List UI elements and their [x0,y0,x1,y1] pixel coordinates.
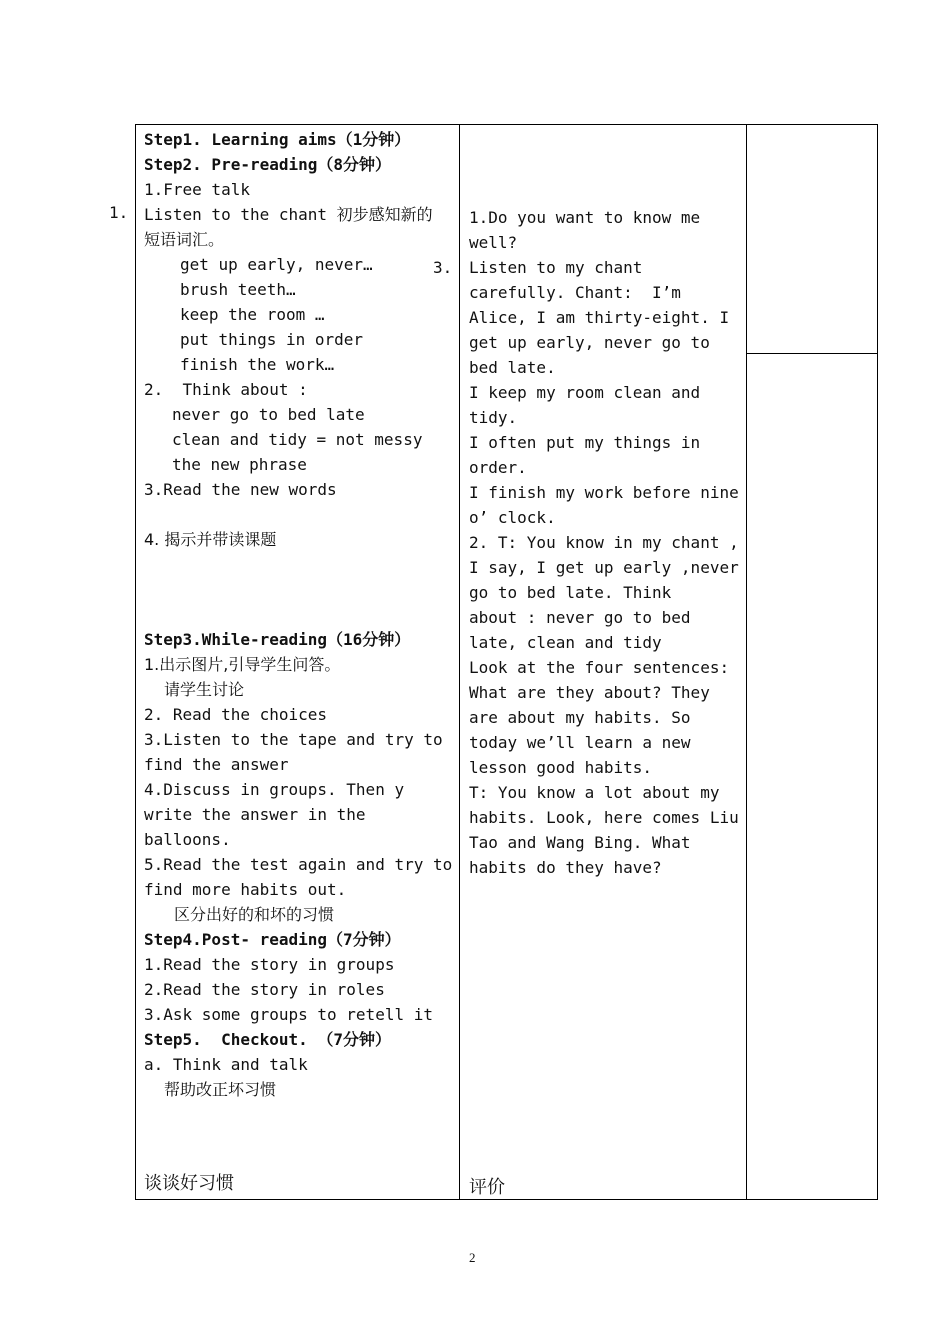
mid-line: habits. Look, here comes Liu [469,808,739,827]
step3-heading: Step3.While-reading（16分钟） [144,630,411,649]
mid-line: I finish my work before nine [469,483,739,502]
left-line: 3.Listen to the tape and try to [144,730,443,749]
mid-line: about : never go to bed [469,608,691,627]
mid-line: I say, I get up early ,never [469,558,739,577]
mid-line: are about my habits. So [469,708,691,727]
left-line: Listen to the chant 初步感知新的 [144,205,433,224]
step5-heading: Step5. Checkout. （7分钟） [144,1030,392,1049]
column-divider-1 [459,125,460,1199]
left-line: balloons. [144,830,231,849]
mid-line: late, clean and tidy [469,633,662,652]
list-marker-left: 1. [109,203,129,222]
evaluation-label: 评价 [469,1177,505,1198]
mid-line: habits do they have? [469,858,662,877]
left-line: 3.Read the new words [144,480,337,499]
mid-line: T: You know a lot about my [469,783,720,802]
left-line: 1.Read the story in groups [144,955,395,974]
left-line: find the answer [144,755,289,774]
step1-heading: Step1. Learning aims（1分钟） [144,130,411,149]
talk-good-habits-label: 谈谈好习惯 [144,1173,234,1194]
mid-line: today we’ll learn a new [469,733,691,752]
mid-line: I often put my things in [469,433,701,452]
mid-line: lesson good habits. [469,758,653,777]
mid-line: Listen to my chant [469,258,643,277]
right-cell-divider [746,353,877,354]
mid-line: I keep my room clean and [469,383,701,402]
left-line: 5.Read the test again and try to [144,855,453,874]
teaching-steps-column [144,127,456,1102]
mid-line: Alice, I am thirty-eight. I [469,308,730,327]
teacher-activity-column [469,205,744,880]
phrase-line: finish the work… [180,355,335,374]
phrase-line: clean and tidy = not messy [172,430,423,449]
left-line: 2. Read the choices [144,705,328,724]
phrase-line: never go to bed late [172,405,365,424]
mid-line: get up early, never go to [469,333,710,352]
phrase-line: brush teeth… [180,280,296,299]
left-line: 3.Ask some groups to retell it [144,1005,433,1024]
mid-line: go to bed late. Think [469,583,672,602]
page-number: 2 [469,1250,476,1265]
left-line: 1.出示图片,引导学生问答。 [144,655,341,674]
mid-line: carefully. Chant: I’m [469,283,681,302]
left-line: write the answer in the [144,805,366,824]
list-marker-mid: 3. [433,258,453,277]
mid-line: bed late. [469,358,556,377]
phrase-line: get up early, never… [180,255,373,274]
phrase-line: keep the room … [180,305,325,324]
left-line: find more habits out. [144,880,347,899]
phrase-line: put things in order [180,330,364,349]
mid-line: What are they about? They [469,683,710,702]
mid-line: Look at the four sentences: [469,658,730,677]
mid-line: order. [469,458,527,477]
left-line: 区分出好的和坏的习惯 [174,905,335,924]
left-line: 1.Free talk [144,180,250,199]
phrase-line: the new phrase [172,455,307,474]
left-line: a. Think and talk [144,1055,308,1074]
left-line [144,552,456,577]
left-line: 4. 揭示并带读课题 [144,530,277,549]
left-line [144,602,456,627]
left-line: 2. Think about : [144,380,308,399]
mid-line: 1.Do you want to know me [469,208,701,227]
step2-heading: Step2. Pre-reading（8分钟） [144,155,392,174]
left-line: 短语词汇。 [144,230,225,249]
mid-line: well? [469,233,518,252]
column-divider-2 [746,125,747,1199]
mid-line: o’ clock. [469,508,556,527]
left-line: 帮助改正坏习惯 [164,1080,277,1099]
step4-heading: Step4.Post- reading（7分钟） [144,930,401,949]
left-line: 2.Read the story in roles [144,980,385,999]
mid-line: tidy. [469,408,518,427]
left-line: 4.Discuss in groups. Then y [144,780,405,799]
left-line: 请学生讨论 [164,680,245,699]
mid-line: 2. T: You know in my chant , [469,533,739,552]
lesson-plan-table [135,124,878,1200]
left-line [144,502,456,527]
left-line [144,577,456,602]
mid-line: Tao and Wang Bing. What [469,833,691,852]
